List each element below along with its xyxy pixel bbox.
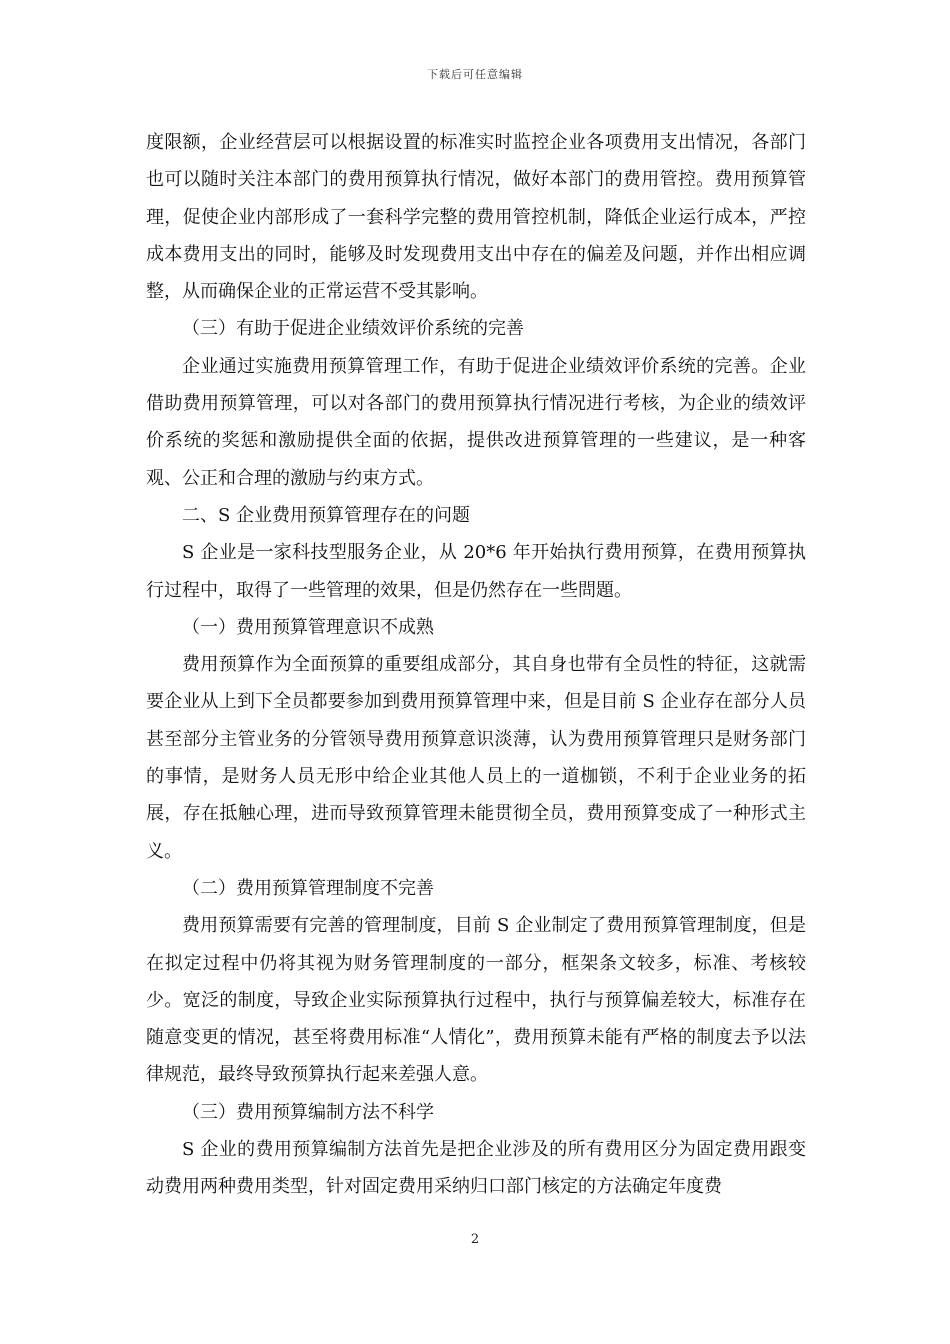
body-paragraph: 企业通过实施费用预算管理工作，有助于促进企业绩效评价系统的完善。企业借助费用预算管理，可以对各部门的费用预算执行情况进行考核，为企业的绩效评价系统的奖惩和激励提供全面的依据，提供改进预算管理的一些建议，是一种客观、公正和合理的激励与约束方式。 [146, 355, 806, 489]
section-heading: （二）费用预算管理制度不完善 [182, 877, 434, 899]
body-paragraph: S 企业是一家科技型服务企业，从 20*6 年开始执行费用预算，在费用预算执行过程中，取得了一些管理的效果，但是仍然存在一些問題。 [146, 542, 806, 601]
body-paragraph: 度限额，企业经营层可以根据设置的标准实时监控企业各项费用支出情况，各部门也可以随时关注本部门的费用预算执行情况，做好本部门的费用管控。费用预算管理，促使企业内部形成了一套科学完整的费用管控机制，降低企业运行成本，严控成本费用支出的同时，能够及时发现费用支出中存在的偏差及问题，并作出相应调整，从而确保企业的正常运营不受其影响。 [146, 132, 806, 303]
body-paragraph: S 企业的费用预算编制方法首先是把企业涉及的所有费用区分为固定费用跟变动费用两种费用类型，针对固定费用采纳归口部门核定的方法确定年度费 [146, 1139, 806, 1198]
page-header: 下载后可任意编辑 [427, 68, 523, 81]
body-paragraph: 费用预算需要有完善的管理制度，目前 S 企业制定了费用预算管理制度，但是在拟定过程中仍将其视为财务管理制度的一部分，框架条文较多，标准、考核较少。宽泛的制度，导致企业实际预算执行过程中，执行与预算偏差较大，标准存在随意变更的情况，甚至将费用标准“人情化”，费用预算未能有严格的制度去予以法律规范，最终导致预算执行起来差强人意。 [146, 915, 806, 1086]
section-heading: （一）费用预算管理意识不成熟 [182, 616, 434, 638]
section-heading: （三）有助于促进企业绩效评价系统的完善 [182, 318, 524, 340]
section-heading: （三）费用预算编制方法不科学 [182, 1101, 434, 1123]
document-body [146, 124, 806, 1206]
page-number: 2 [470, 1232, 480, 1247]
body-paragraph: 费用预算作为全面预算的重要组成部分，其自身也带有全员性的特征，这就需要企业从上到下全员都要参加到费用预算管理中来，但是目前 S 企业存在部分人员甚至部分主管业务的分管领导费用预算意识淡薄，认为费用预算管理只是财务部门的事情，是财务人员无形中给企业其他人员上的一道枷锁，不利于企业业务的拓展，存在抵触心理，进而导致预算管理未能贯彻全员，费用预算变成了一种形式主义。 [146, 654, 806, 862]
section-heading: 二、S 企业费用预算管理存在的问题 [182, 504, 471, 526]
